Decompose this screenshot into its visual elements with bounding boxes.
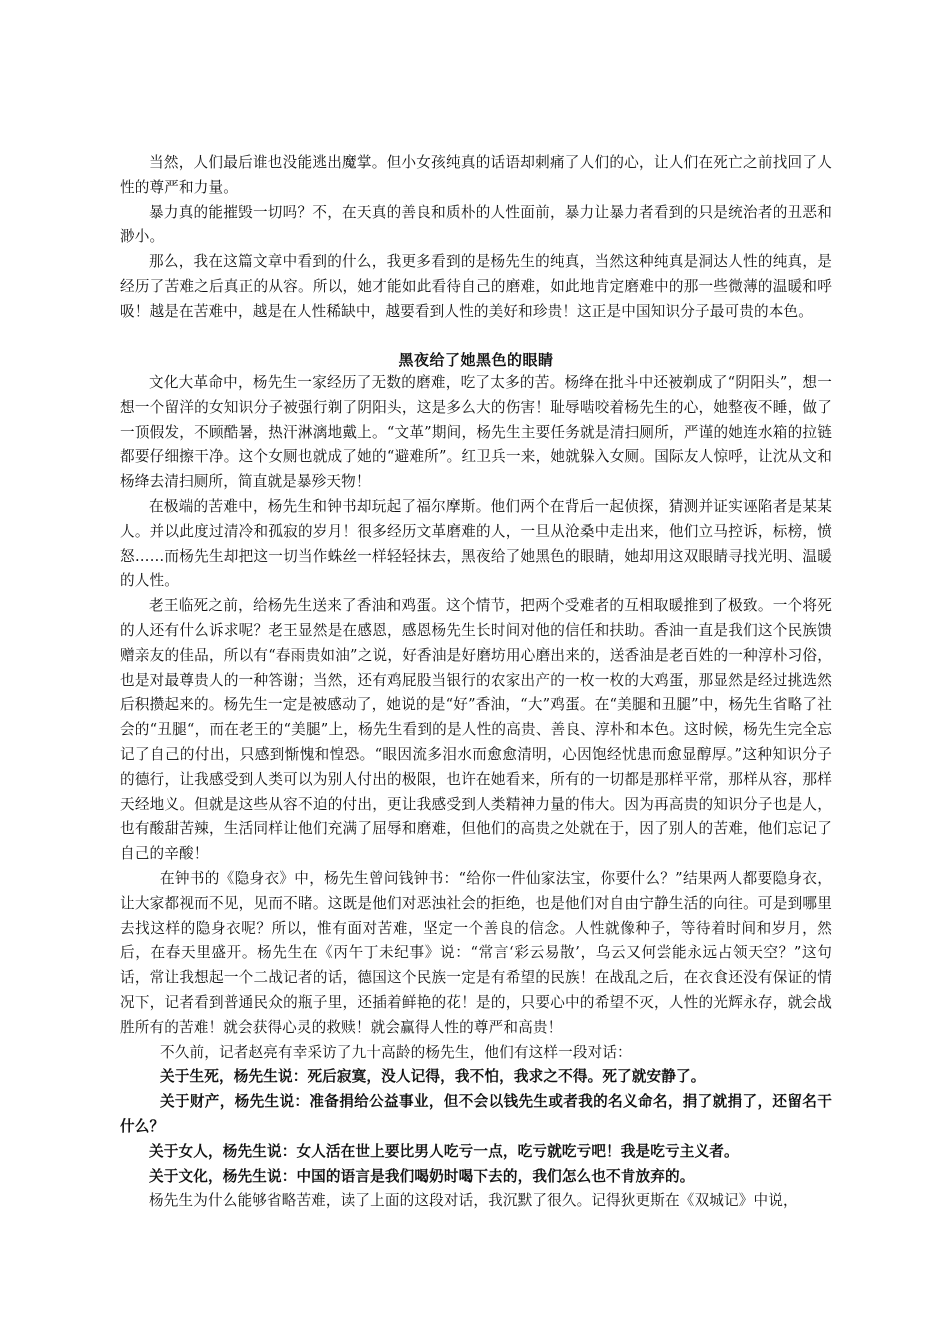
paragraph: 老王临死之前，给杨先生送来了香油和鸡蛋。这个情节，把两个受难者的互相取暖推到了极致。一个将死的人还有什么诉求呢？老王显然是在感恩，感恩杨先生长时间对他的信任和扶助。香油一直是我们这个民族馈赠亲友的佳品，所以有“春雨贵如油”之说，好香油是好磨坊用心磨出来的，送香油是老百姓的一种淳朴习俗，也是对最尊贵人的一种答谢；当然，还有鸡屁股当银行的农家出产的一枚一枚的大鸡蛋，那显然是经过挑选然后积攒起来的。杨先生一定是被感动了，她说的是“好”香油，“大”鸡蛋。在“美腿和丑腿”中，杨先生省略了社会的“丑腿“，而在老王的“美腿”上，杨先生看到的是人性的高贵、善良、淳朴和本色。这时候，杨先生完全忘记了自己的付出，只感到惭愧和惶恐。“眼因流多泪水而愈愈清明，心因饱经忧患而愈显醇厚。”这种知识分子的德行，让我感受到人类可以为别人付出的极限，也许在她看来，所有的一切都是那样平常，那样从容，那样天经地义。但就是这些从容不迫的付出，更让我感受到人类精神力量的伟大。因为再高贵的知识分子也是人，也有酸甜苦辣，生活同样让他们充满了屈辱和磨难，但他们的高贵之处就在于，因了别人的苦难，他们忘记了自己的辛酸！: [120, 597, 832, 863]
section-title: 黑夜给了她黑色的眼睛: [398, 351, 554, 369]
paragraph: 在极端的苦难中，杨先生和钟书却玩起了福尔摩斯。他们两个在背后一起侦探，猜测并证实诬陷者是某某人。并以此度过清冷和孤寂的岁月！很多经历文革磨难的人，一旦从沧桑中走出来，他们立马控诉，标榜，愤怒……而杨先生却把这一切当作蛛丝一样轻轻抹去，黑夜给了她黑色的眼睛，她却用这双眼睛寻找光明、温暖的人性。: [120, 497, 832, 590]
dialogue-line: 关于女人，杨先生说：女人活在世上要比男人吃亏一点，吃亏就吃亏吧！我是吃亏主义者。: [149, 1142, 739, 1160]
intro-section: [120, 151, 832, 325]
main-section: [120, 371, 832, 1214]
paragraph: 在钟书的《隐身衣》中，杨先生曾问钱钟书：“给你一件仙家法宝，你要什么？”结果两人都要隐身衣，让大家都视而不见，见而不睹。这既是他们对恶浊社会的拒绝，也是他们对自由宁静生活的向往。可是到哪里去找这样的隐身衣呢？所以，惟有面对苦难，坚定一个善良的信念。人性就像种子，等待着时间和岁月，然后，在春天里盛开。杨先生在《丙午丁未纪事》说：“常言‘彩云易散’，乌云又何尝能永远占领天空？”这句话，常让我想起一个二战记者的话，德国这个民族一定是有希望的民族！在战乱之后，在衣食还没有保证的情况下，记者看到普通民众的瓶子里，还插着鲜艳的花！是的，只要心中的希望不灭，人性的光辉永存，就会战胜所有的苦难！就会获得心灵的救赎！就会赢得人性的尊严和高贵！: [120, 869, 832, 1036]
dialogue-line: 关于文化，杨先生说：中国的语言是我们喝奶时喝下去的，我们怎么也不肯放弃的。: [149, 1167, 695, 1185]
paragraph: 杨先生为什么能够省略苦难，读了上面的这段对话，我沉默了很久。记得狄更斯在《双城记》中说，: [149, 1192, 798, 1210]
paragraph: 那么，我在这篇文章中看到的什么，我更多看到的是杨先生的纯真，当然这种纯真是洞达人性的纯真，是经历了苦难之后真正的从容。所以，她才能如此看待自己的磨难，如此地肯定磨难中的那一些微薄的温暖和呼吸！越是在苦难中，越是在人性稀缺中，越要看到人性的美好和珍贵！这正是中国知识分子最可贵的本色。: [120, 253, 832, 320]
paragraph: 当然，人们最后谁也没能逃出魔掌。但小女孩纯真的话语却刺痛了人们的心，让人们在死亡之前找回了人性的尊严和力量。: [120, 154, 832, 196]
paragraph: 不久前，记者赵亮有幸采访了九十高龄的杨先生，他们有这样一段对话：: [160, 1043, 632, 1061]
dialogue-line: 关于生死，杨先生说：死后寂寞，没人记得，我不怕，我求之不得。死了就安静了。: [160, 1068, 706, 1086]
dialogue-line: 关于财产，杨先生说：准备捐给公益事业，但不会以钱先生或者我的名义命名，捐了就捐了，还留名干什么？: [120, 1093, 832, 1135]
paragraph: 暴力真的能摧毁一切吗？不，在天真的善良和质朴的人性面前，暴力让暴力者看到的只是统治者的丑恶和渺小。: [120, 203, 832, 246]
paragraph: 文化大革命中，杨先生一家经历了无数的磨难，吃了太多的苦。杨绛在批斗中还被剃成了“阴阳头”，想一想一个留洋的女知识分子被强行剃了阴阳头，这是多么大的伤害！耻辱啮咬着杨先生的心，她整夜不睡，做了一顶假发，不顾酷暑，热汗淋漓地戴上。“文革”期间，杨先生主要任务就是清扫厕所，严谨的她连水箱的拉链都要仔细擦干净。这个女厕也就成了她的“避难所”。红卫兵一来，她就躲入女厕。国际友人惊呼，让沈从文和杨绛去清扫厕所，简直就是暴殄天物！: [120, 374, 832, 491]
